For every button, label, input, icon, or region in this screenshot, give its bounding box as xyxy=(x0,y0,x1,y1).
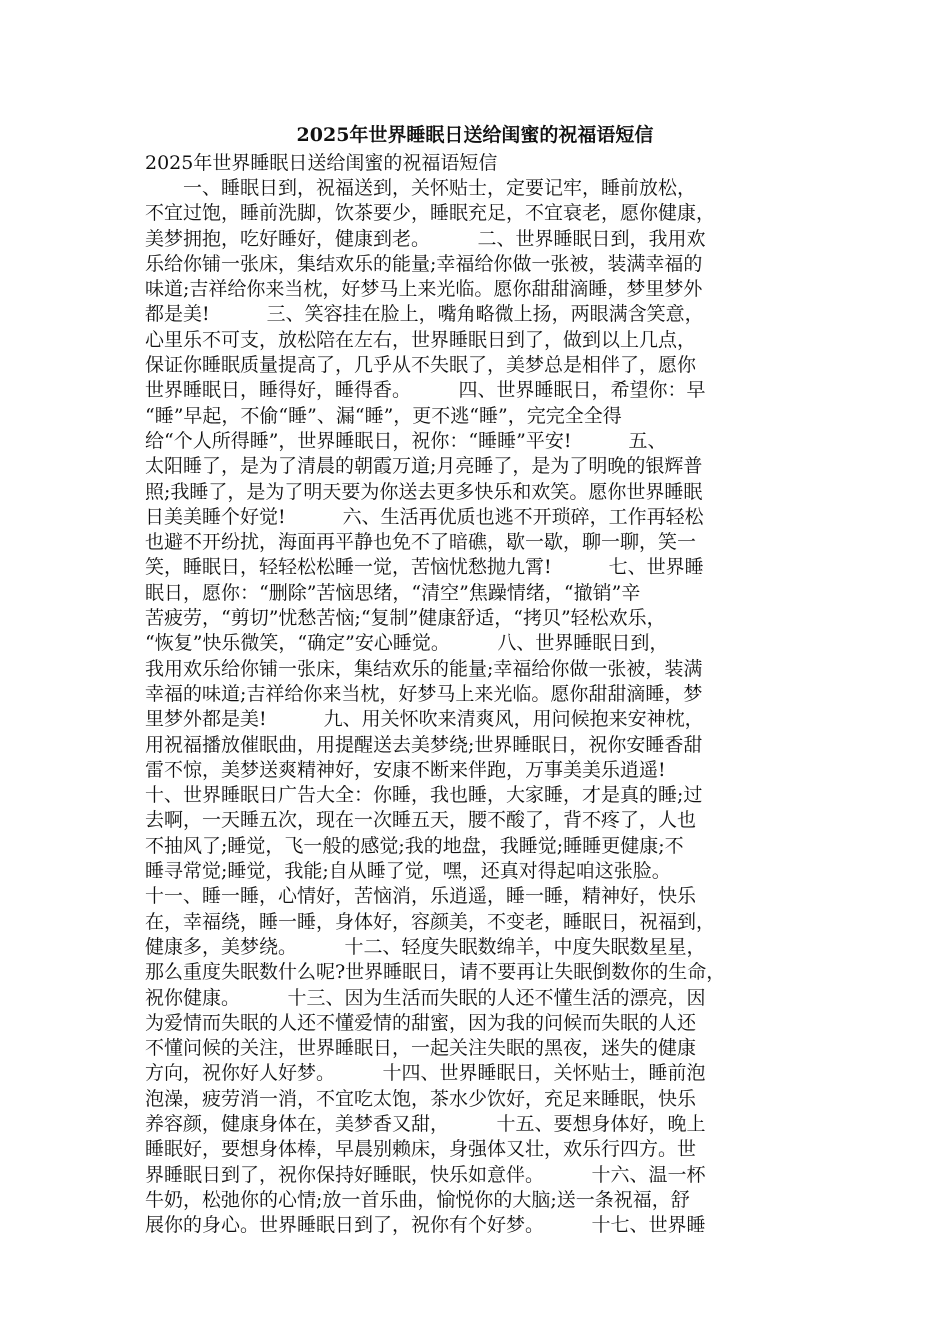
text-line: 味道;吉祥给你来当枕，好梦马上来光临。愿你甜甜滴睡，梦里梦外 xyxy=(145,278,703,301)
text-line: 眠日，愿你：“删除”苦恼思绪，“清空”焦躁情绪，“撤销”辛 xyxy=(145,581,641,604)
document-subtitle: 2025年世界睡眠日送给闺蜜的祝福语短信 xyxy=(145,152,498,174)
text-line: 给“个人所得睡”，世界睡眠日，祝你：“睡睡”平安! 五、 xyxy=(145,429,667,452)
text-line: 笑，睡眠日，轻轻松松睡一觉，苦恼忧愁抛九霄! 七、世界睡 xyxy=(145,556,704,579)
text-line: 展你的身心。世界睡眠日到了，祝你有个好梦。 十七、世界睡 xyxy=(145,1214,706,1237)
text-line: 十一、睡一睡，心情好，苦恼消，乐逍遥，睡一睡，精神好，快乐 xyxy=(145,885,697,908)
text-line: 日美美睡个好觉! 六、生活再优质也逃不开琐碎，工作再轻松 xyxy=(145,505,704,528)
text-line: 太阳睡了，是为了清晨的朝霞万道;月亮睡了，是为了明晚的银辉普 xyxy=(145,455,703,478)
text-line: 在，幸福绕，睡一睡，身体好，容颜美，不变老，睡眠日，祝福到， xyxy=(145,910,716,933)
text-line: 去啊，一天睡五次，现在一次睡五天，腰不酸了，背不疼了，人也 xyxy=(145,809,697,832)
text-line: 泡澡，疲劳消一消，不宜吃太饱，茶水少饮好，充足来睡眠，快乐 xyxy=(145,1087,697,1110)
text-line: 美梦拥抱，吃好睡好，健康到老。 二、世界睡眠日到，我用欢 xyxy=(145,227,706,250)
text-line: 一、睡眠日到，祝福送到，关怀贴士，定要记牢，睡前放松， xyxy=(145,177,697,199)
text-line: 幸福的味道;吉祥给你来当枕，好梦马上来光临。愿你甜甜滴睡，梦 xyxy=(145,682,703,705)
text-line: 牛奶，松弛你的心情;放一首乐曲，愉悦你的大脑;送一条祝福，舒 xyxy=(145,1188,690,1211)
text-line: “睡”早起，不偷“睡”、漏“睡”，更不逃“睡”，完完全全得 xyxy=(145,404,622,427)
document-body xyxy=(145,176,810,1238)
text-line: 也避不开纷扰，海面再平静也免不了暗礁，歇一歇，聊一聊，笑一 xyxy=(145,531,697,554)
text-line: 十、世界睡眠日广告大全：你睡，我也睡，大家睡，才是真的睡;过 xyxy=(145,784,703,807)
text-line: 里梦外都是美! 九、用关怀吹来清爽风，用问候抱来安神枕， xyxy=(145,708,704,731)
text-line: 我用欢乐给你铺一张床，集结欢乐的能量;幸福给你做一张被，装满 xyxy=(145,657,703,680)
text-line: 不抽风了;睡觉，飞一般的感觉;我的地盘，我睡觉;睡睡更健康;不 xyxy=(145,834,684,857)
text-line: 不懂问候的关注，世界睡眠日，一起关注失眠的黑夜，迷失的健康 xyxy=(145,1037,697,1060)
text-line: 祝你健康。 十三、因为生活而失眠的人还不懂生活的漂亮，因 xyxy=(145,986,706,1009)
text-line: 苦疲劳，“剪切”忧愁苦恼;“复制”健康舒适，“拷贝”轻松欢乐， xyxy=(145,607,666,630)
text-line: 心里乐不可支，放松陪在左右，世界睡眠日到了，做到以上几点， xyxy=(145,328,697,351)
text-line: 乐给你铺一张床，集结欢乐的能量;幸福给你做一张被，装满幸福的 xyxy=(145,252,703,275)
text-line: 照;我睡了，是为了明天要为你送去更多快乐和欢笑。愿你世界睡眠 xyxy=(145,480,703,503)
text-line: 睡眠好，要想身体棒，早晨别赖床，身强体又壮，欢乐行四方。世 xyxy=(145,1138,697,1161)
document-title: 2025年世界睡眠日送给闺蜜的祝福语短信 xyxy=(296,124,654,146)
text-line: 界睡眠日到了，祝你保持好睡眠，快乐如意伴。 十六、温一杯 xyxy=(145,1163,706,1186)
text-line: 都是美! 三、笑容挂在脸上，嘴角略微上扬，两眼满含笑意， xyxy=(145,303,704,326)
text-line: 雷不惊，美梦送爽精神好，安康不断来伴跑，万事美美乐逍遥! xyxy=(145,758,666,781)
text-line: 健康多，美梦绕。 十二、轻度失眠数绵羊，中度失眠数星星， xyxy=(145,935,706,958)
text-line: 不宜过饱，睡前洗脚，饮茶要少，睡眠充足，不宜衰老，愿你健康， xyxy=(145,202,716,225)
text-line: 世界睡眠日，睡得好，睡得香。 四、世界睡眠日，希望你：早 xyxy=(145,379,706,402)
text-line: 为爱情而失眠的人还不懂爱情的甜蜜，因为我的问候而失眠的人还 xyxy=(145,1011,697,1034)
text-line: 那么重度失眠数什么呢?世界睡眠日，请不要再让失眠倒数你的生命， xyxy=(145,961,726,984)
text-line: 睡寻常觉;睡觉，我能;自从睡了觉，嘿，还真对得起咱这张脸。 xyxy=(145,860,671,883)
text-line: 方向，祝你好人好梦。 十四、世界睡眠日，关怀贴士，睡前泡 xyxy=(145,1062,706,1085)
text-line: 养容颜，健康身体在，美梦香又甜， 十五、要想身体好，晚上 xyxy=(145,1112,706,1135)
text-line: “恢复”快乐微笑，“确定”安心睡觉。 八、世界睡眠日到， xyxy=(145,632,669,655)
text-line: 保证你睡眠质量提高了，几乎从不失眠了，美梦总是相伴了，愿你 xyxy=(145,354,697,377)
text-line: 用祝福播放催眠曲，用提醒送去美梦绕;世界睡眠日，祝你安睡香甜 xyxy=(145,733,703,756)
